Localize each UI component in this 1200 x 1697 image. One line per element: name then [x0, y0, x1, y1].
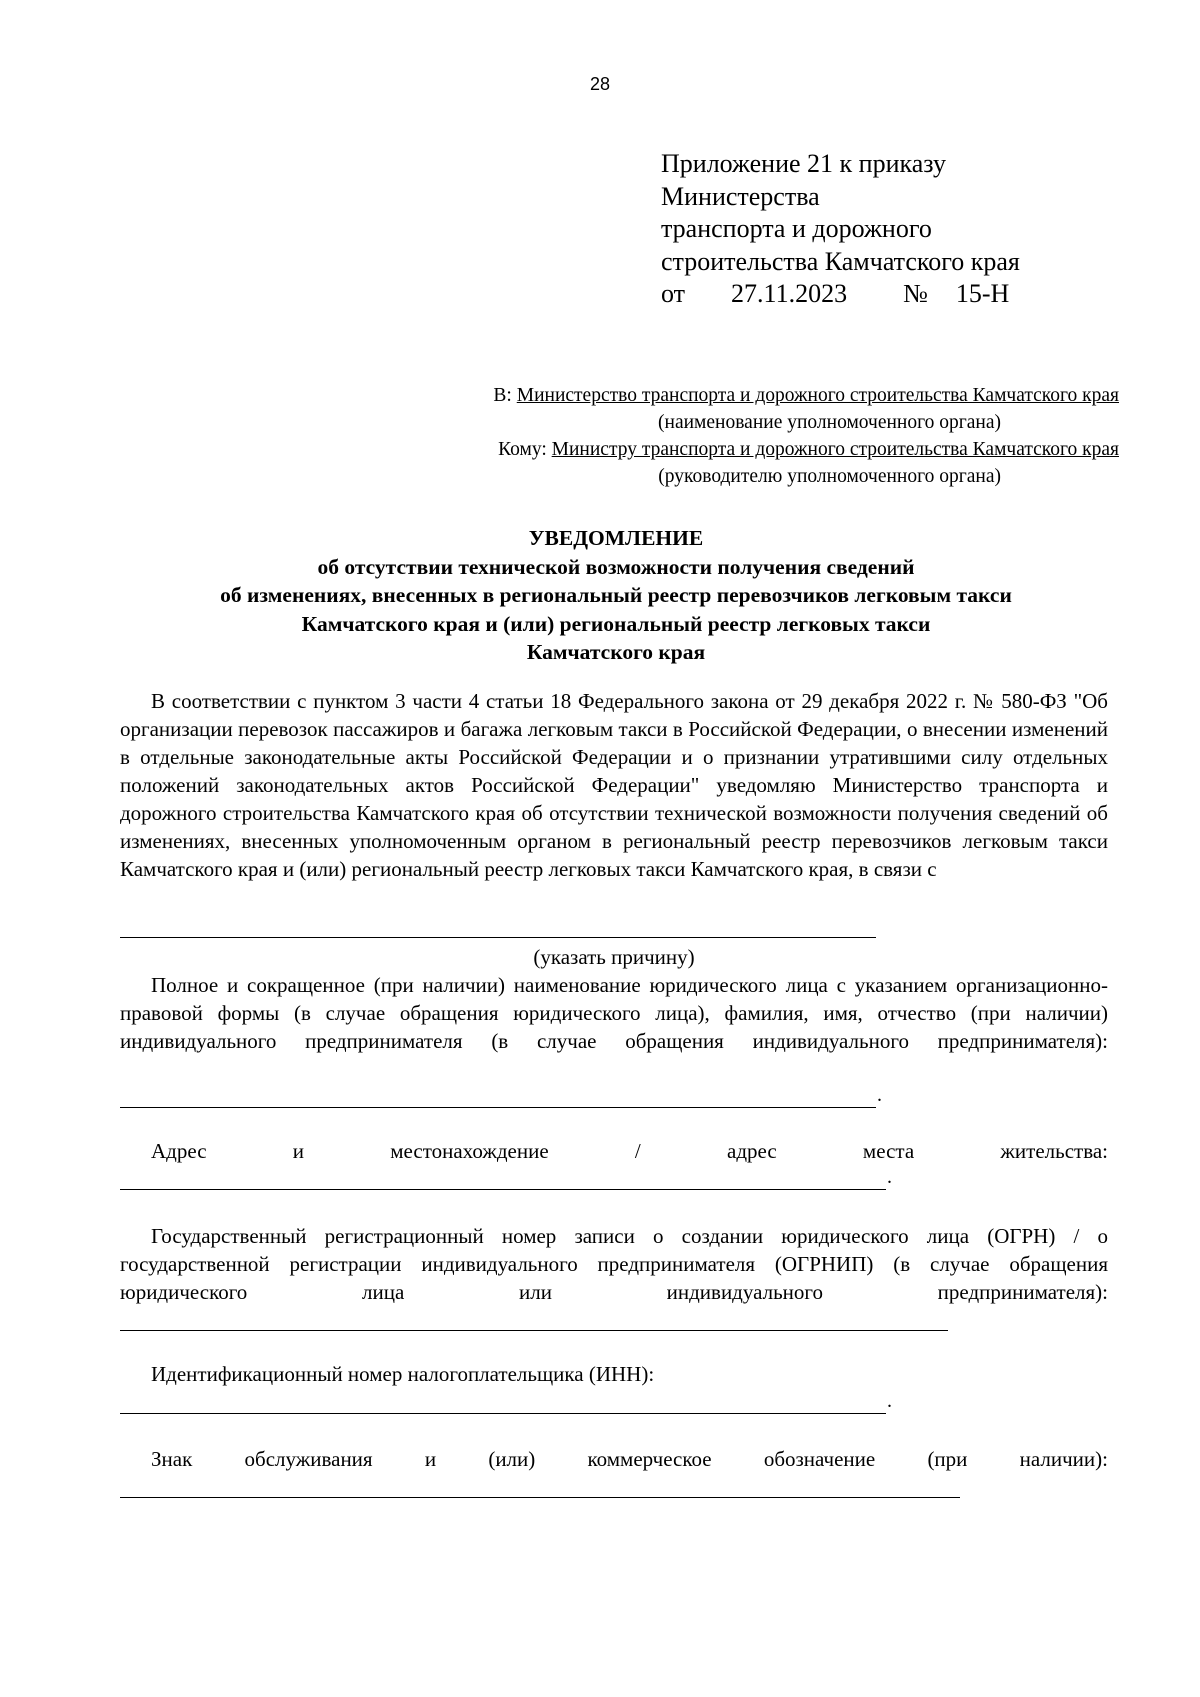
ogrn-blank-line [120, 1330, 948, 1331]
to-head-row [359, 436, 1119, 463]
inn-field-period: . [887, 1390, 892, 1412]
name-blank-line [120, 1107, 876, 1108]
reason-hint: (указать причину) [533, 945, 695, 969]
to-org-hint: (наименование уполномоченного органа) [658, 412, 1001, 433]
title-line-2: об отсутствии технической возможности получения сведений [317, 554, 915, 579]
date-prefix: от [661, 279, 686, 308]
title-line-1: УВЕДОМЛЕНИЕ [528, 526, 704, 550]
to-head-prefix: Кому: [498, 439, 547, 460]
intro-text: В соответствии с пунктом 3 части 4 статьи 18 Федерального закона от 29 декабря 2022 г. № 580-ФЗ "Об организации перевозок пассажиров и багажа легковым такси в Российской Федерации, о внесении изменений в отдельные законодательные акты Российской Федерации и о признании утратившими силу отдельных положений законодательных актов Российской Федерации" уведомляю Министерство транспорта и дорожного строительства Камчатского края об отсутствии технической возможности получения сведений об изменениях, внесенных уполномоченным органом в региональный реестр перевозчиков легковым такси Камчатского края и (или) региональный реестр легковых такси Камчатского края, в связи с [120, 689, 1108, 881]
address-field-period: . [887, 1166, 892, 1188]
order-date: 27.11.2023 [731, 279, 848, 308]
ogrn-field-label: Государственный регистрационный номер записи о создании юридического лица (ОГРН) / о государственной регистрации индивидуального предпринимателя (ОГРНИП) (в случае обращения юридического лица или индивидуального предпринимателя): [120, 1224, 1108, 1304]
intro-paragraph [120, 687, 1108, 883]
address-field-label: Адрес и местонахождение / адрес места жительства: [151, 1139, 1108, 1163]
document-title [0, 524, 1200, 667]
title-line-5: Камчатского края [526, 640, 706, 664]
reason-blank-line [120, 937, 876, 938]
to-organization-row [359, 382, 1119, 409]
appendix-line-3: транспорта и дорожного [661, 214, 932, 243]
name-field-period: . [877, 1084, 882, 1106]
number-sign: № [903, 279, 928, 308]
appendix-date-line [661, 278, 1020, 311]
page-number: 28 [589, 74, 611, 94]
addressee-block [359, 382, 1119, 490]
to-org-prefix: В: [493, 385, 512, 406]
inn-blank-line [120, 1413, 886, 1414]
order-number: 15-Н [955, 279, 1010, 308]
inn-field-label: Идентификационный номер налогоплательщика (ИНН): [151, 1362, 655, 1386]
title-line-3: об изменениях, внесенных в региональный реестр перевозчиков легковым такси [220, 583, 1012, 607]
appendix-header [661, 148, 1020, 311]
brand-field-label: Знак обслуживания и (или) коммерческое обозначение (при наличии): [151, 1447, 1108, 1471]
to-head-name: Министру транспорта и дорожного строительства Камчатского края [551, 439, 1119, 460]
to-head-hint: (руководителю уполномоченного органа) [658, 466, 1001, 487]
name-field-label: Полное и сокращенное (при наличии) наименование юридического лица с указанием организационно-правовой формы (в случае обращения юридического лица), фамилия, имя, отчество (при наличии) индивидуального предпринимателя (в случае обращения индивидуального предпринимателя): [120, 973, 1108, 1053]
appendix-line-2: Министерства [661, 181, 820, 211]
appendix-line-1: Приложение 21 к приказу [661, 149, 947, 178]
address-blank-line [120, 1189, 886, 1190]
title-line-4: Камчатского края и (или) региональный реестр легковых такси [301, 611, 931, 636]
appendix-line-4: строительства Камчатского края [661, 246, 1020, 276]
brand-blank-line [120, 1497, 960, 1498]
to-org-name: Министерство транспорта и дорожного строительства Камчатского края [516, 385, 1119, 406]
